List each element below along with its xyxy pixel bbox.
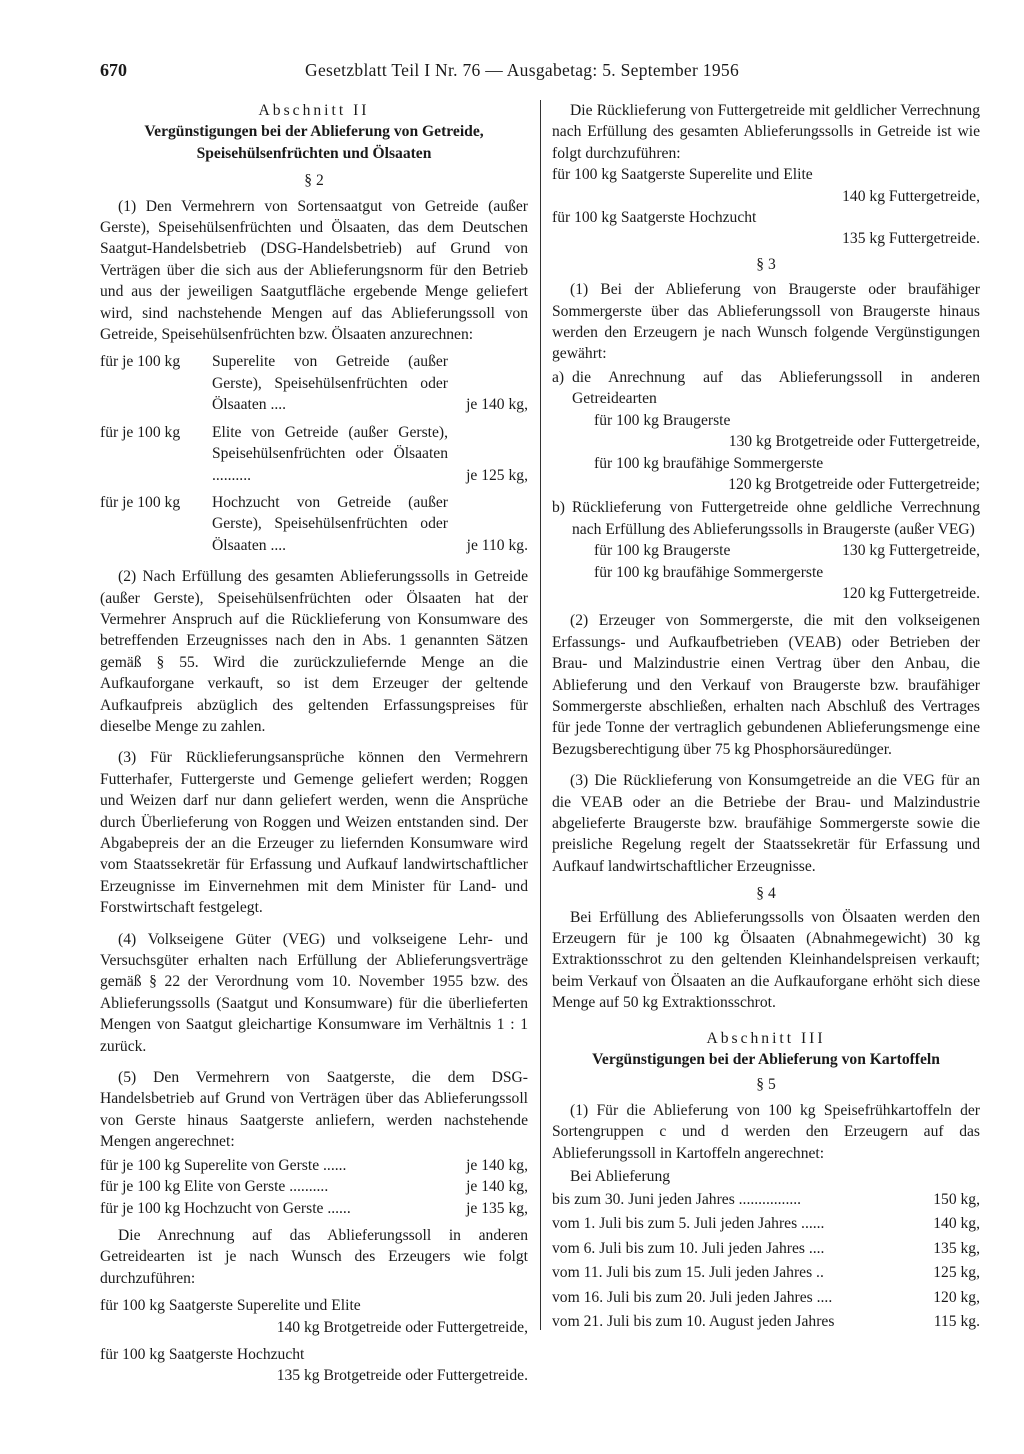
section-title: Vergünstigungen bei der Ablieferung von Kartoffeln (592, 1051, 940, 1069)
rate-line-value: 135 kg Futtergetreide. (842, 230, 980, 248)
rate-item (100, 492, 528, 556)
column-divider (540, 100, 541, 1330)
page-header (100, 60, 980, 84)
header-title: Gesetzblatt Teil I Nr. 76 — Ausgabetag: 5. September 1956 (305, 60, 740, 80)
page-number: 670 (100, 60, 127, 80)
table-cell-value: 140 kg, (933, 1215, 980, 1233)
table-row (552, 1286, 980, 1311)
rate-text: für je 100 kg Superelite von Gerste ...... (100, 1156, 347, 1174)
section-label: Abschnitt III (706, 1029, 826, 1047)
table-cell-label: vom 11. Juli bis zum 15. Juli jeden Jahres .. (552, 1264, 824, 1282)
rate-line-value: 140 kg Brotgetreide oder Futtergetreide, (276, 1318, 528, 1336)
table-cell-label: vom 21. Juli bis zum 10. August jeden Jahres (552, 1313, 835, 1331)
table-cell-value: 150 kg, (933, 1190, 980, 1208)
paragraph: Die Rücklieferung von Futtergetreide mit geldlicher Verrechnung nach Erfüllung des gesamten Ablieferungssolls in Getreide ist wie folgt durchzuführen: (552, 102, 980, 162)
paragraph: (1) Für die Ablieferung von 100 kg Speisefrühkartoffeln der Sortengruppen c und d werden den Erzeugern auf das Ablieferungssoll in Kartoffeln angerechnet: (552, 1101, 980, 1162)
section-title-line-2: Speisehülsenfrüchten und Ölsaaten (196, 144, 432, 162)
rate-text: Elite von Getreide (außer Gerste), Speisehülsenfrüchten oder Ölsaaten .......... (212, 423, 448, 484)
table-row (552, 1261, 980, 1286)
rate-line-value: 130 kg Brotgetreide oder Futtergetreide, (728, 433, 980, 451)
list-item-a (552, 367, 980, 410)
rate-amount: je 140 kg, (466, 396, 528, 414)
table-cell-value: 135 kg, (933, 1239, 980, 1257)
rate-amount: je 110 kg. (466, 536, 528, 554)
rate-item (100, 1198, 528, 1219)
rate-item (100, 422, 528, 486)
table-cell-label: vom 1. Juli bis zum 5. Juli jeden Jahres ...... (552, 1215, 825, 1233)
rate-line: für 100 kg Saatgerste Superelite und Elite (100, 1297, 361, 1315)
rate-prefix: für je 100 kg (100, 353, 181, 371)
rate-amount: 130 kg Futtergetreide, (842, 542, 980, 560)
paragraph: (5) Den Vermehrern von Saatgerste, die dem DSG-Handelsbetrieb auf Grund von Verträgen über das Ablieferungssoll von Gerste hinaus Saatgerste anliefern, werden nachstehende Mengen angerechnet: (100, 1069, 528, 1151)
rate-item (552, 540, 980, 561)
paragraph: (2) Nach Erfüllung des gesamten Ablieferungssolls in Getreide (außer Gerste), Speisehülsenfrüchten oder Ölsaaten hat der Vermehrer Anspruch auf die Rücklieferung von Konsumware des betreffenden Erzeugnisses nach den in Abs. 1 genannten Sätzen gemäß § 55. Wird die zurückzuliefernde Menge an die Aufkauforgane verkauft, so ist dem Erzeuger der geltende Aufkaufpreis abzüglich des geltenden Erfassungspreises für dieselbe Menge zu zahlen. (100, 568, 528, 735)
table-row (552, 1212, 980, 1237)
list-text: Rücklieferung von Futtergetreide ohne geldliche Verrechnung nach Erfüllung des Ablieferungssolls in Braugerste (außer VEG) (572, 499, 980, 538)
rate-line: für 100 kg Saatgerste Hochzucht (100, 1345, 305, 1363)
paragraph-symbol: § 3 (756, 255, 776, 273)
table-cell-value: 115 kg. (933, 1313, 980, 1331)
paragraph: (2) Erzeuger von Sommergerste, die mit den volkseigenen Erfassungs- und Aufkaufbetrieben (VEAB) oder Betrieben der Brau- und Malzindustrie einen Vertrag über den Anbau, die Ablieferung und den Verkauf von Braugerste bzw. braufähiger Sommergerste abschließen, erhalten nach Abschluß des Vertrages für jede Tonne der vertraglich gebundenen Ablieferungsmenge eine Bezugsberechtigung über 75 kg Phosphorsäuredünger. (552, 612, 980, 758)
gerste-rate-list (100, 1155, 528, 1219)
rate-line: für 100 kg Braugerste (594, 411, 731, 429)
table-cell-label: vom 6. Juli bis zum 10. Juli jeden Jahres .... (552, 1239, 825, 1257)
rate-prefix: für je 100 kg (100, 423, 181, 441)
list-label: b) (552, 499, 565, 517)
table-cell-label: vom 16. Juli bis zum 20. Juli jeden Jahres .... (552, 1288, 833, 1306)
paragraph: Die Anrechnung auf das Ablieferungssoll in anderen Getreidearten ist je nach Wunsch des Erzeugers wie folgt durchzuführen: (100, 1226, 528, 1287)
table-cell-value: 125 kg, (933, 1264, 980, 1282)
list-label: a) (552, 368, 565, 386)
rate-list (100, 351, 528, 556)
paragraph: Bei Erfüllung des Ablieferungssolls von Ölsaaten werden den Erzeugern für je 100 kg Ölsaaten (Abnahmegewicht) 30 kg Extraktionsschrot zu den geltenden Kleinhandelspreisen verkauft; beim Verkauf von Ölsaaten an die Aufkauforgane erhöht sich diese Menge auf 50 kg Extraktionsschrot. (552, 908, 980, 1012)
paragraph: (3) Für Rücklieferungsansprüche können den Vermehrern Futterhafer, Futtergerste und Gemenge geliefert werden; Roggen und Weizen darf nur dann geliefert werden, wenn die Ansprüche durch Überlieferung von Roggen und Weizen entstanden sind. Der Abgabepreis der an die Erzeuger zu liefernden Konsumware wird vom Staatssekretär für Erfassung und Aufkauf landwirtschaftlicher Erzeugnisse im Einvernehmen mit dem Minister für Land- und Forstwirtschaft festgelegt. (100, 749, 528, 917)
paragraph: (3) Die Rücklieferung von Konsumgetreide an die VEG für an die VEAB oder an die Betriebe der Brau- und Malzindustrie abgelieferte Braugerste bzw. braufähige Sommergerste sowie die preisliche Regelung regelt der Staatssekretär für Erfassung und Aufkauf landwirtschaftlicher Erzeugnisse. (552, 772, 980, 875)
paragraph-symbol: § 2 (304, 172, 324, 190)
delivery-table (552, 1188, 980, 1336)
rate-amount: je 140 kg, (466, 1178, 528, 1196)
section-title-line-1: Vergünstigungen bei der Ablieferung von Getreide, (144, 123, 484, 141)
rate-text: für 100 kg Braugerste (594, 542, 731, 560)
rate-text: Superelite von Getreide (außer Gerste), Speisehülsenfrüchten oder Ölsaaten .... (212, 353, 448, 414)
table-cell-label: bis zum 30. Juni jeden Jahres ................ (552, 1190, 802, 1208)
paragraph-symbol: § 4 (756, 885, 776, 903)
paragraph-symbol: § 5 (756, 1076, 776, 1094)
rate-item (100, 351, 528, 415)
left-column (100, 100, 528, 1387)
paragraph: (1) Bei der Ablieferung von Braugerste oder braufähiger Sommergerste über das Ablieferungssoll von Braugerste hinaus werden den Erzeugern je nach Wunsch folgende Vergünstigungen gewährt: (552, 281, 980, 363)
section-label: Abschnitt II (258, 102, 370, 119)
table-heading: Bei Ablieferung (570, 1168, 671, 1186)
rate-item (100, 1155, 528, 1176)
rate-line-value: 135 kg Brotgetreide oder Futtergetreide. (276, 1367, 528, 1385)
list-item-b (552, 497, 980, 540)
paragraph: (4) Volkseigene Güter (VEG) und volkseigene Lehr- und Versuchsgüter erhalten nach Erfüllung der Ablieferungsverträge gemäß § 22 der Verordnung vom 10. November 1955 bzw. des Ablieferungssolls (Saatgut und Konsumware) für die überlieferten Mengen von Saatgut gleichartige Konsumware im Verhältnis 1 : 1 zurück. (100, 930, 528, 1055)
rate-line-value: 120 kg Brotgetreide oder Futtergetreide; (728, 475, 980, 493)
paragraph: (1) Den Vermehrern von Sortensaatgut von Getreide (außer Gerste), Speisehülsenfrüchten und Ölsaaten, das dem Deutschen Saatgut-Handelsbetrieb (DSG-Handelsbetrieb) auf Grund von Verträgen über die sich aus der Ablieferungsnorm für den Betrieb und aus der jeweiligen Saatgutfläche ergebende Menge geliefert wird, sind nachstehende Mengen auf das Ablieferungssoll von Getreide, Speisehülsenfrüchten bzw. Ölsaaten anzurechnen: (100, 197, 528, 344)
rate-text: für je 100 kg Hochzucht von Gerste ...... (100, 1199, 351, 1217)
rate-line-value: 140 kg Futtergetreide, (842, 187, 980, 205)
list-text: die Anrechnung auf das Ablieferungssoll in anderen Getreidearten (572, 368, 980, 408)
table-cell-value: 120 kg, (933, 1288, 980, 1306)
table-row (552, 1310, 980, 1335)
rate-line: für 100 kg Saatgerste Superelite und Elite (552, 166, 813, 184)
rate-line: für 100 kg braufähige Sommergerste (594, 563, 824, 581)
rate-item (100, 1176, 528, 1197)
right-column (552, 100, 980, 1335)
table-row (552, 1188, 980, 1213)
rate-amount: je 135 kg, (466, 1199, 528, 1217)
rate-text: für je 100 kg Elite von Gerste .......... (100, 1178, 329, 1196)
rate-line: für 100 kg braufähige Sommergerste (594, 454, 824, 472)
rate-prefix: für je 100 kg (100, 493, 181, 511)
rate-line-value: 120 kg Futtergetreide. (842, 584, 980, 602)
rate-amount: je 125 kg, (466, 466, 528, 484)
rate-line: für 100 kg Saatgerste Hochzucht (552, 209, 757, 227)
table-row (552, 1237, 980, 1262)
rate-amount: je 140 kg, (466, 1156, 528, 1174)
rate-text: Hochzucht von Getreide (außer Gerste), Speisehülsenfrüchten oder Ölsaaten .... (212, 493, 448, 554)
